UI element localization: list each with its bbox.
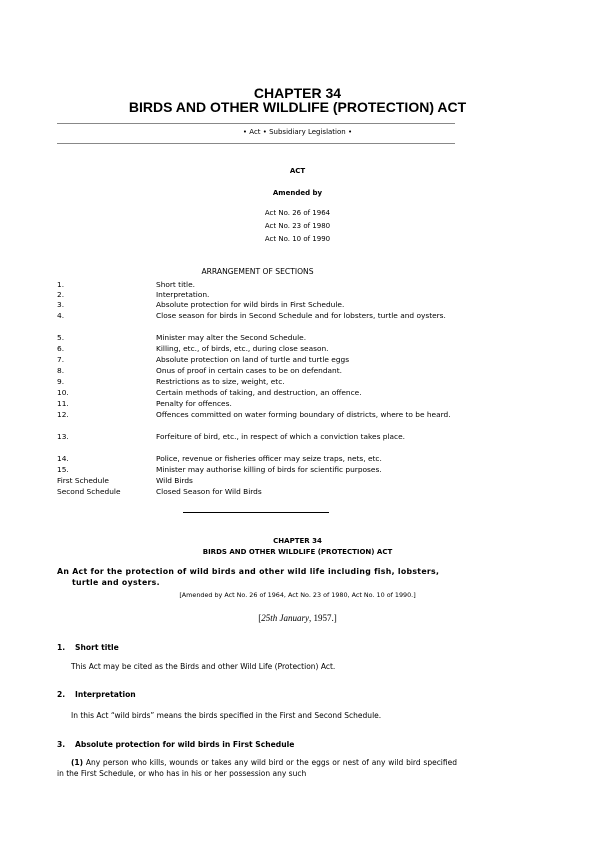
toc-number: 9.: [57, 377, 65, 386]
toc-entry[interactable]: Closed Season for Wild Birds: [156, 487, 262, 496]
amendment-item: Act No. 26 of 1964: [264, 209, 331, 217]
toc-number: 14.: [57, 454, 69, 463]
toc-number: 13.: [57, 432, 69, 441]
toc-entry[interactable]: Minister may authorise killing of birds for scientific purposes.: [156, 465, 382, 474]
long-title: An Act for the protection of wild birds and other wild life including fish, lobsters, turtle and oysters.: [57, 567, 440, 587]
toc-number: 7.: [57, 355, 65, 364]
act-label: ACT: [289, 167, 306, 175]
toc-number: 5.: [57, 333, 65, 342]
toc-number: First Schedule: [57, 476, 109, 485]
toc-entry[interactable]: Minister may alter the Second Schedule.: [156, 333, 307, 342]
toc-entry[interactable]: Penalty for offences.: [156, 399, 232, 408]
toc-entry[interactable]: Onus of proof in certain cases to be on defendant.: [156, 366, 342, 375]
amended-note: [Amended by Act No. 26 of 1964, Act No. 23 of 1980, Act No. 10 of 1990.]: [179, 591, 416, 599]
section-heading: 1. Short title: [57, 643, 119, 652]
toc-number: 4.: [57, 311, 65, 320]
chapter-subtitle: CHAPTER 34: [273, 537, 322, 545]
toc-number: 11.: [57, 399, 69, 408]
toc-number: 1.: [57, 280, 65, 289]
toc-number: 6.: [57, 344, 65, 353]
amendment-item: Act No. 10 of 1990: [264, 235, 331, 243]
section-text: This Act may be cited as the Birds and other Wild Life (Protection) Act.: [71, 662, 336, 671]
section-divider: [183, 512, 329, 513]
divider: [57, 123, 455, 124]
toc-number: 2.: [57, 290, 65, 299]
section-text: (1) Any person who kills, wounds or takes any wild bird or the eggs or nest of any wild bird specified in the First Schedule, or who has in his or her possession any such: [57, 758, 457, 778]
toc-number: 10.: [57, 388, 69, 397]
toc-entry[interactable]: Interpretation.: [156, 290, 210, 299]
toc-number: Second Schedule: [57, 487, 121, 496]
toc-entry[interactable]: Close season for birds in Second Schedule and for lobsters, turtle and oysters.: [156, 311, 446, 320]
chapter-title: CHAPTER 34: [253, 85, 342, 101]
section-text: In this Act “wild birds” means the birds specified in the First and Second Schedule.: [71, 711, 382, 720]
amendment-item: Act No. 23 of 1980: [264, 222, 331, 230]
toc-entry[interactable]: Short title.: [156, 280, 195, 289]
toc-number: 12.: [57, 410, 69, 419]
amended-by-label: Amended by: [272, 189, 323, 197]
toc-entry[interactable]: Certain methods of taking, and destruction, an offence.: [156, 388, 362, 397]
section-heading: 2. Interpretation: [57, 690, 136, 699]
toc-entry[interactable]: Police, revenue or fisheries officer may seize traps, nets, etc.: [156, 454, 382, 463]
toc-entry[interactable]: Absolute protection for wild birds in First Schedule.: [156, 300, 345, 309]
toc-number: 3.: [57, 300, 65, 309]
toc-entry[interactable]: Wild Birds: [156, 476, 193, 485]
commencement-date: [25th January, 1957.]: [258, 613, 337, 623]
nav-links[interactable]: • Act • Subsidiary Legislation •: [242, 128, 353, 136]
divider: [57, 143, 455, 144]
arrangement-heading: ARRANGEMENT OF SECTIONS: [201, 267, 314, 276]
toc-entry[interactable]: Absolute protection on land of turtle and turtle eggs: [156, 355, 350, 364]
act-title: BIRDS AND OTHER WILDLIFE (PROTECTION) ACT: [128, 99, 467, 115]
toc-number: 8.: [57, 366, 65, 375]
toc-entry[interactable]: Restrictions as to size, weight, etc.: [156, 377, 285, 386]
toc-number: 15.: [57, 465, 69, 474]
act-subtitle: BIRDS AND OTHER WILDLIFE (PROTECTION) ACT: [202, 548, 393, 556]
toc-entry[interactable]: Forfeiture of bird, etc., in respect of which a conviction takes place.: [156, 432, 406, 441]
toc-entry[interactable]: Offences committed on water forming boundary of districts, where to be heard.: [156, 410, 451, 419]
section-heading: 3. Absolute protection for wild birds in First Schedule: [57, 740, 295, 749]
toc-entry[interactable]: Killing, etc., of birds, etc., during close season.: [156, 344, 329, 353]
